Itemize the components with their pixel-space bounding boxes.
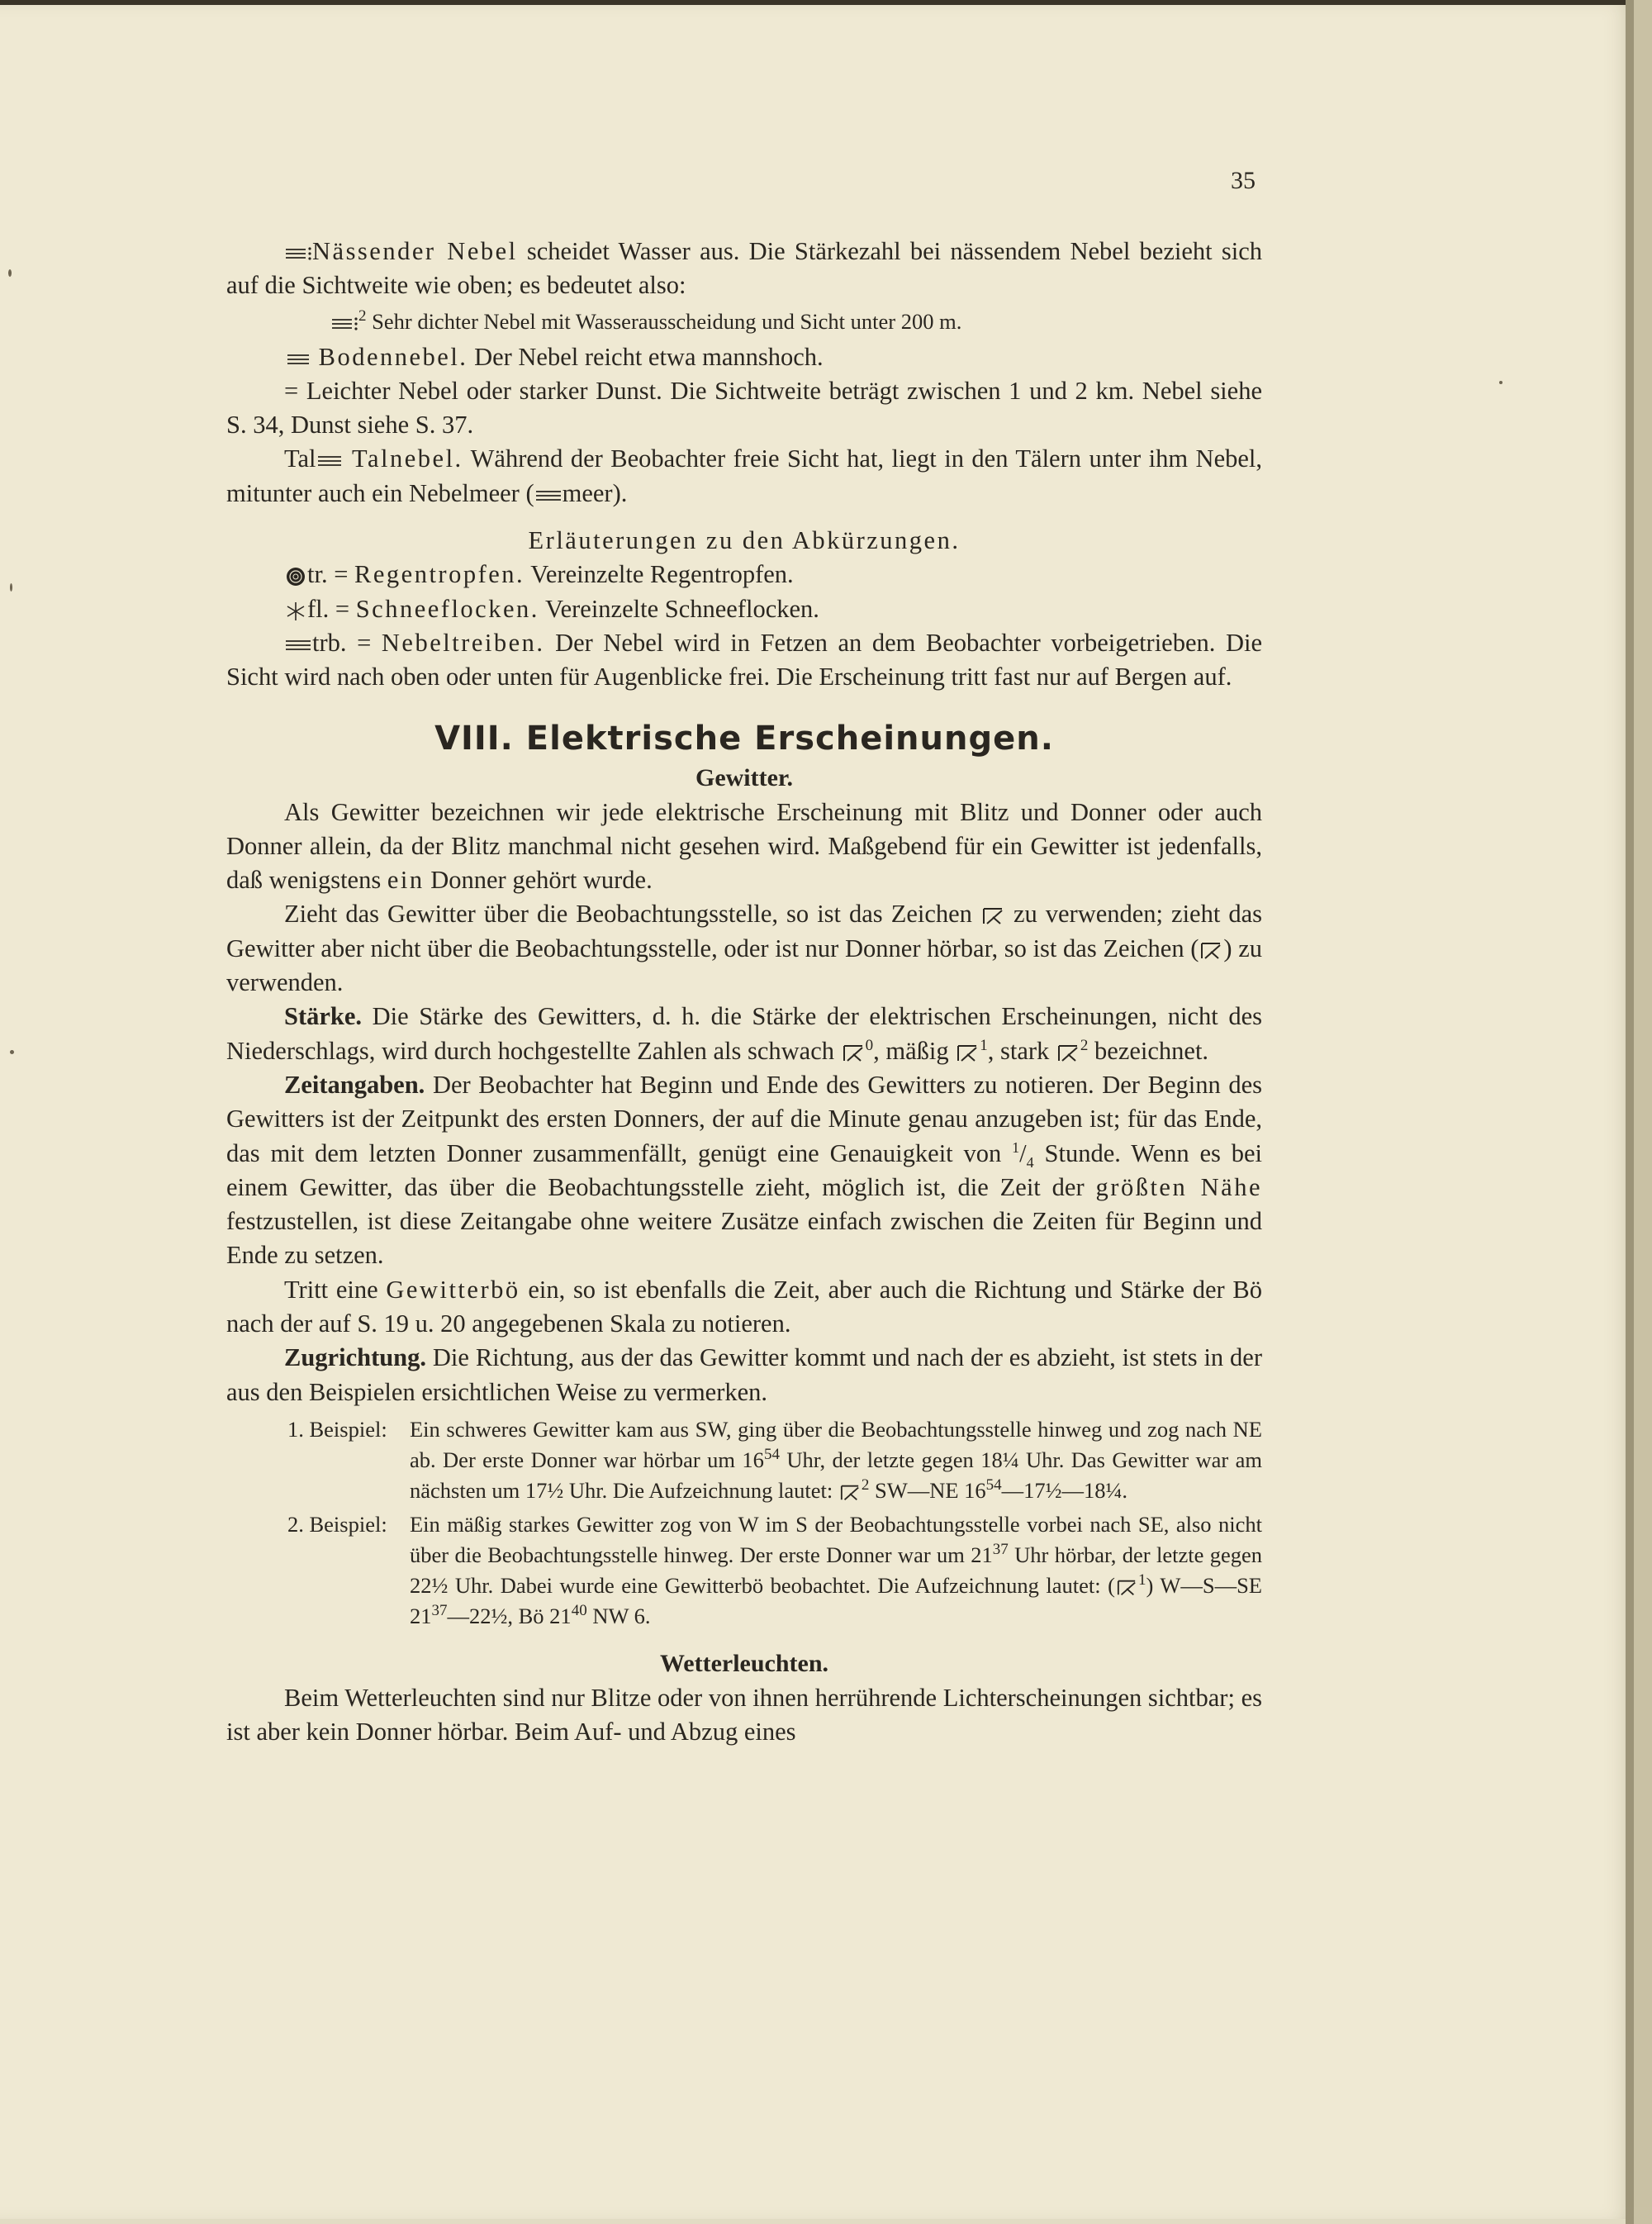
- strength-superscript: 1: [980, 1036, 988, 1054]
- fraction-denominator: 4: [1026, 1153, 1034, 1171]
- wet-fog-label: Nässender Nebel: [312, 237, 518, 265]
- direction-text: Die Richtung, aus der das Gewitter kommt und nach der es abzieht, ist stets in der aus den Beispielen ersichtlichen Weise zu vermerken.: [226, 1343, 1262, 1406]
- ground-fog-icon: [284, 349, 312, 369]
- paper-speck: [10, 583, 12, 592]
- valley-fog-label: Talnebel.: [352, 444, 463, 473]
- valley-fog-text: Während der Beobachter freie Sicht hat, liegt in den Tälern unter ihm Nebel, mitunter auch ein Nebelmeer (: [226, 444, 1262, 507]
- example-text-b: Uhr, der letzte gegen 18¼ Uhr. Das Gewitter war am nächsten um 17½ Uhr. Die Aufzeichnung lautet:: [410, 1447, 1262, 1503]
- paper-speck: [1499, 381, 1502, 384]
- time-superscript: 54: [763, 1446, 780, 1464]
- example-text-a: Ein schweres Gewitter kam aus SW, ging über die Beobachtungsstelle hinweg und zog nach NE ab. Der erste Donner war hörbar um 16: [410, 1416, 1262, 1472]
- page-edge-shadow: [1626, 0, 1634, 2224]
- symbol-usage-text-b: zu verwenden; zieht das Gewitter aber nicht über die Beobachtungsstelle, oder ist nur Donner hörbar, so ist das Zeichen (: [226, 900, 1262, 962]
- drift-label: Nebeltreiben.: [381, 628, 545, 657]
- strength-superscript: 1: [1137, 1571, 1146, 1590]
- paper-speck: [8, 269, 12, 277]
- thunderstorm-icon: [1056, 1043, 1080, 1064]
- symbol-usage-text-a: Zieht das Gewitter über die Beobachtungsstelle, so ist das Zeichen: [284, 900, 980, 929]
- snow-label: Schneeflocken.: [355, 594, 539, 623]
- time-superscript: 37: [431, 1602, 448, 1620]
- rain-abbrev: [226, 558, 1262, 592]
- example-text: [410, 1509, 1262, 1632]
- definition-emphasis: ein: [387, 866, 425, 895]
- time-paragraph: [226, 1068, 1262, 1273]
- squall-text-b: ein, so ist ebenfalls die Zeit, aber auch die Richtung und Stärke der Bö nach der auf S. 19 u. 20 angegebenen Skala zu notieren.: [226, 1275, 1263, 1338]
- example-text-c: ) W—S—SE 21: [410, 1572, 1262, 1628]
- fog-icon: [534, 486, 563, 506]
- thunderstorm-icon: [955, 1043, 980, 1064]
- example-text-c: SW—NE 16: [869, 1477, 986, 1503]
- valley-fog-paragraph: [226, 442, 1262, 511]
- squall-paragraph: [226, 1273, 1262, 1342]
- strength-superscript: 2: [358, 307, 367, 325]
- rain-label: Regentropfen.: [354, 560, 525, 589]
- thunderstorm-icon: [1115, 1578, 1138, 1598]
- rain-text: Vereinzelte Regentropfen.: [525, 560, 794, 589]
- example-1: [287, 1414, 1262, 1506]
- strength-text-c: , stark: [987, 1036, 1056, 1065]
- paper-speck: [10, 1050, 14, 1054]
- example-2: [287, 1509, 1262, 1632]
- strength-superscript: 0: [865, 1036, 874, 1054]
- thunderstorm-icon: [841, 1043, 866, 1064]
- thunderstorm-icon: [1199, 940, 1223, 962]
- symbol-usage-paragraph: [226, 897, 1262, 1000]
- page-number: 35: [1231, 167, 1256, 194]
- strength-label: Stärke.: [284, 1002, 363, 1031]
- fraction-numerator: 1: [1012, 1138, 1020, 1156]
- drift-text: Der Nebel wird in Fetzen an dem Beobachter vorbeigetrieben. Die Sicht wird nach oben oder unten für Augenblicke frei. Die Erscheinung tritt fast nur auf Bergen auf.: [226, 628, 1262, 691]
- strength-superscript: 2: [861, 1476, 870, 1495]
- page-content: [226, 235, 1262, 1750]
- example-text-a: Ein mäßig starkes Gewitter zog von W im S der Beobachtungsstelle vorbei nach SE, also nicht über die Beobachtungsstelle hinweg. Der erste Donner war um 21: [410, 1511, 1262, 1567]
- strength-text-d: bezeichnet.: [1088, 1036, 1209, 1065]
- light-fog-paragraph: = Leichter Nebel oder starker Dunst. Die Sichtweite beträgt zwischen 1 und 2 km. Nebel siehe S. 34, Dunst siehe S. 37.: [226, 376, 1262, 440]
- fog-icon: [316, 451, 344, 471]
- time-superscript: 40: [571, 1602, 587, 1620]
- example-text-e: NW 6.: [586, 1603, 651, 1628]
- strength-text-b: , mäßig: [873, 1036, 956, 1065]
- thunderstorm-icon: [838, 1483, 862, 1503]
- drift-abbr: trb. =: [312, 628, 382, 657]
- wet-fog-example: [330, 307, 1262, 337]
- ground-fog-text: Der Nebel reicht etwa mannshoch.: [468, 342, 824, 371]
- example-text-d: —22½, Bö 21: [447, 1603, 572, 1628]
- time-text-b: Stunde. Wenn es bei einem Gewitter, das über die Beobachtungsstelle zieht, möglich ist, die Zeit der: [226, 1138, 1262, 1201]
- page-edge: [1634, 0, 1652, 2224]
- thunderstorm-definition: [226, 796, 1262, 898]
- time-text-c: festzustellen, ist diese Zeitangabe ohne weitere Zusätze einfach zwischen die Zeiten für Beginn und Ende zu setzen.: [226, 1207, 1262, 1270]
- ground-fog-paragraph: [226, 340, 1262, 374]
- example-label: 2. Beispiel:: [287, 1511, 387, 1537]
- definition-text: Als Gewitter bezeichnen wir jede elektrische Erscheinung mit Blitz und Donner oder auch Donner allein, da der Blitz manchmal nicht gesehen wird. Maßgebend für ein Gewitter ist jedenfalls, daß wenigstens: [226, 797, 1262, 895]
- snowflake-icon: [284, 600, 307, 623]
- example-text-d: —17½—18¼.: [1001, 1477, 1128, 1503]
- example-text-b: Uhr hörbar, der letzte gegen 22½ Uhr. Dabei wurde eine Gewitterbö beobachtet. Die Aufzeichnung lautet: (: [410, 1542, 1263, 1598]
- time-label: Zeitangaben.: [284, 1070, 425, 1099]
- squall-text-a: Tritt eine: [284, 1275, 387, 1304]
- snow-text: Vereinzelte Schneeflocken.: [539, 594, 819, 623]
- direction-label: Zugrichtung.: [284, 1343, 427, 1372]
- time-text-a: Der Beobachter hat Beginn und Ende des Gewitters zu notieren. Der Beginn des Gewitters ist der Zeitpunkt des ersten Donners, der auf die Minute genau anzugeben ist; für das Ende, das mit dem letzten Donner zusammenfällt, genügt eine Genauigkeit von: [226, 1070, 1262, 1167]
- example-text: [410, 1414, 1262, 1506]
- section-subtitle: Gewitter.: [695, 763, 793, 791]
- rain-abbr: tr. =: [307, 560, 355, 589]
- rain-drop-icon: [284, 565, 307, 588]
- wet-fog-text: scheidet Wasser aus. Die Stärkezahl bei nässendem Nebel bezieht sich auf die Sichtweite wie oben; es bedeutet also:: [226, 237, 1262, 300]
- section-title: VIII. Elektrische Erscheinungen.: [434, 719, 1054, 758]
- heat-lightning-subtitle: Wetterleuchten.: [659, 1649, 829, 1677]
- thunderstorm-icon: [980, 905, 1005, 927]
- heat-lightning-paragraph: Beim Wetterleuchten sind nur Blitze oder von ihnen herrührende Lichterscheinungen sichtbar; es ist aber kein Donner hörbar. Beim Auf- und Abzug eines: [226, 1683, 1262, 1746]
- example-label: 1. Beispiel:: [287, 1416, 387, 1442]
- time-superscript: 54: [985, 1476, 1002, 1495]
- wet-fog-icon: [284, 244, 312, 264]
- valley-prefix: Tal: [284, 444, 316, 473]
- direction-paragraph: [226, 1341, 1262, 1409]
- snow-abbrev: [226, 592, 1262, 626]
- wet-fog-icon: [330, 314, 358, 334]
- valley-meer: meer).: [562, 478, 628, 507]
- snow-abbr: fl. =: [307, 594, 356, 623]
- abbrev-heading: Erläuterungen zu den Abkürzungen.: [528, 526, 961, 555]
- wet-fog-paragraph: [226, 235, 1262, 303]
- squall-emphasis: Gewitterbö: [386, 1275, 520, 1304]
- time-superscript: 37: [992, 1541, 1009, 1559]
- fraction: $^1/_4$: [1012, 1138, 1034, 1171]
- strength-text-a: Die Stärke des Gewitters, d. h. die Stärke der elektrischen Erscheinungen, nicht des Niederschlags, wird durch hochgestellte Zahlen als schwach: [226, 1002, 1262, 1065]
- ground-fog-label: Bodennebel.: [318, 342, 468, 371]
- time-emphasis: größten Nähe: [1095, 1172, 1262, 1201]
- definition-end: Donner gehört wurde.: [424, 866, 653, 895]
- drift-abbrev: [226, 626, 1262, 695]
- strength-superscript: 2: [1080, 1036, 1089, 1054]
- wet-fog-example-text: Sehr dichter Nebel mit Wasserausscheidung und Sicht unter 200 m.: [366, 308, 962, 334]
- strength-paragraph: [226, 1000, 1262, 1068]
- fog-icon: [284, 635, 312, 655]
- book-page: [0, 5, 1640, 2219]
- symbol-usage-text-c: ) zu verwenden.: [226, 934, 1262, 997]
